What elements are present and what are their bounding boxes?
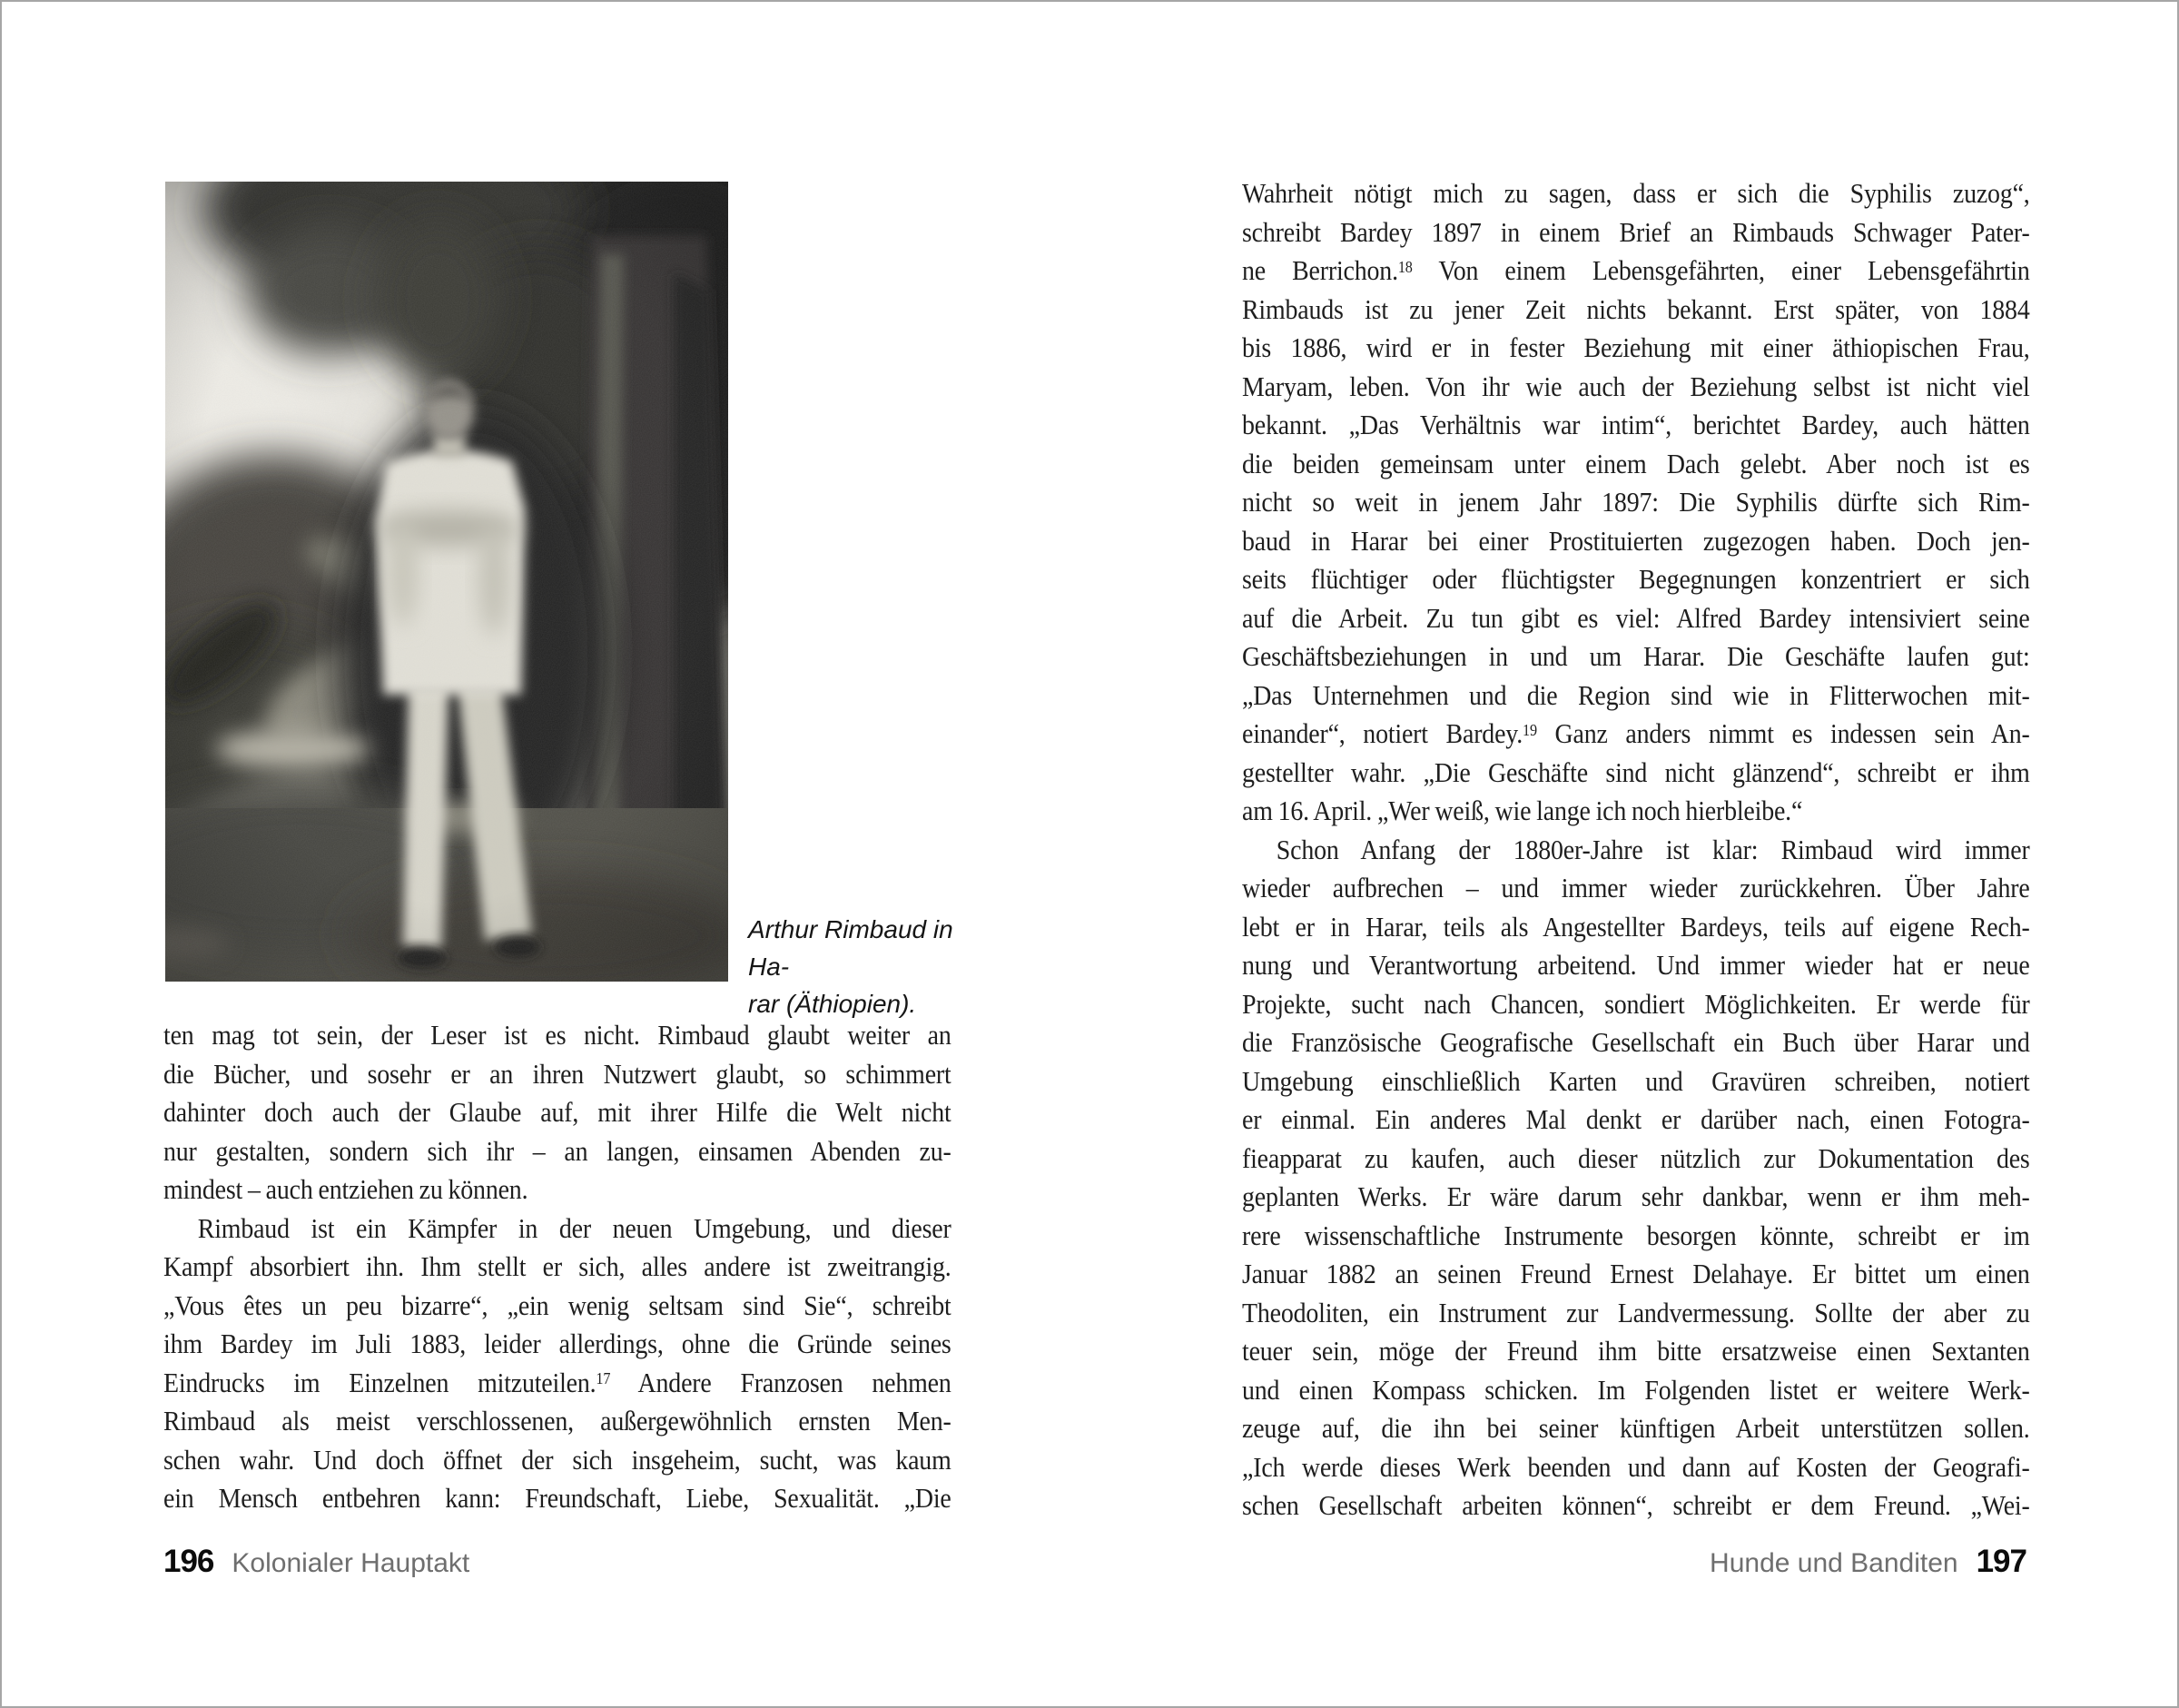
footer-left-page xyxy=(163,1544,469,1580)
body-text-left-page xyxy=(163,1016,951,1518)
text-line: und einen Kompass schicken. Im Folgenden listet er weitere Werk- xyxy=(1242,1373,2030,1406)
text-line: Schon Anfang der 1880er-Jahre ist klar: Rimbaud wird immer xyxy=(1276,833,2030,865)
text-line: „Ich werde dieses Werk beenden und dann auf Kosten der Geografi- xyxy=(1242,1450,2030,1483)
text-line: nung und Verantwortung arbeitend. Und immer wieder hat er neue xyxy=(1242,949,2030,981)
text-line: „Vous êtes un peu bizarre“, „ein wenig seltsam sind Sie“, schreibt xyxy=(163,1288,951,1321)
text-line: Rimbaud ist ein Kämpfer in der neuen Umgebung, und dieser xyxy=(197,1211,951,1244)
text-line: geplanten Werks. Er wäre darum sehr dankbar, wenn er ihm meh- xyxy=(1242,1180,2030,1212)
photo-caption-line: Arthur Rimbaud in Ha- xyxy=(748,915,953,981)
text-line: nur gestalten, sondern sich ihr – an langen, einsamen Abenden zu- xyxy=(163,1134,951,1167)
text-line: nicht so weit in jenem Jahr 1897: Die Syphilis dürfte sich Rim- xyxy=(1242,486,2030,518)
text-line: Januar 1882 an seinen Freund Ernest Delahaye. Er bittet um einen xyxy=(1242,1258,2030,1289)
text-line: die Französische Geografische Gesellschaft ein Buch über Harar und xyxy=(1242,1026,2030,1058)
photo-illustration xyxy=(165,182,728,982)
text-line: Rimbaud als meist verschlossenen, außergewöhnlich ernsten Men- xyxy=(163,1405,951,1436)
text-line: Theodoliten, ein Instrument zur Landvermessung. Sollte der aber zu xyxy=(1242,1296,2030,1328)
text-line: Maryam, leben. Von ihr wie auch der Beziehung selbst ist nicht viel xyxy=(1242,370,2030,402)
text-line: wieder aufbrechen – und immer wieder zurückkehren. Über Jahre xyxy=(1242,872,2030,903)
text-line: mindest – auch entziehen zu können. xyxy=(163,1173,528,1205)
text-line: teuer sein, möge der Freund ihm bitte ersatzweise einen Sextanten xyxy=(1242,1335,2030,1367)
running-head-left: Kolonialer Hauptakt xyxy=(232,1548,470,1578)
text-line: am 16. April. „Wer weiß, wie lange ich noch hierbleibe.“ xyxy=(1242,795,1803,826)
photo-arthur-rimbaud xyxy=(165,182,728,982)
text-line: dahinter doch auch der Glaube auf, mit ihrer Hilfe die Welt nicht xyxy=(163,1096,951,1128)
text-line: bis 1886, wird er in fester Beziehung mit einer äthiopischen Frau, xyxy=(1242,331,2030,363)
text-line: Umgebung einschließlich Karten und Gravüren schreiben, notiert xyxy=(1242,1064,2030,1097)
text-line: ten mag tot sein, der Leser ist es nicht. Rimbaud glaubt weiter an xyxy=(163,1019,951,1051)
text-line: zeuge auf, die ihn bei seiner künftigen Arbeit unterstützen sollen. xyxy=(1242,1412,2030,1444)
running-head-right: Hunde und Banditen xyxy=(1710,1548,1958,1578)
page-number-right: 197 xyxy=(1976,1544,2026,1579)
text-line: fieapparat zu kaufen, auch dieser nützlich zur Dokumentation des xyxy=(1242,1141,2030,1174)
text-line: die Bücher, und sosehr er an ihren Nutzwert glaubt, so schimmert xyxy=(163,1057,951,1090)
text-line: schreibt Bardey 1897 in einem Brief an Rimbauds Schwager Pater- xyxy=(1242,215,2030,248)
text-line: ihm Bardey im Juli 1883, leider allerdings, ohne die Gründe seines xyxy=(163,1328,951,1359)
text-line: einander“, notiert Bardey.$^{19}$ Ganz anders nimmt es indessen sein An- xyxy=(1242,717,2030,749)
text-line: ne Berrichon.$^{18}$ Von einem Lebensgefährten, einer Lebensgefährtin xyxy=(1242,254,2030,286)
text-line: Geschäftsbeziehungen in und um Harar. Die Geschäfte laufen gut: xyxy=(1242,640,2030,672)
text-line: ein Mensch entbehren kann: Freundschaft, Liebe, Sexualität. „Die xyxy=(163,1482,951,1514)
text-line: rere wissenschaftliche Instrumente besorgen könnte, schreibt er im xyxy=(1242,1219,2030,1251)
text-line: schen wahr. Und doch öffnet der sich insgeheim, sucht, was kaum xyxy=(163,1443,951,1476)
text-line: „Das Unternehmen und die Region sind wie in Flitterwochen mit- xyxy=(1242,678,2030,711)
text-line: Wahrheit nötigt mich zu sagen, dass er sich die Syphilis zuzog“, xyxy=(1242,177,2030,209)
text-line: die beiden gemeinsam unter einem Dach gelebt. Aber noch ist es xyxy=(1242,447,2030,479)
text-line: seits flüchtiger oder flüchtigster Begegnungen konzentriert er sich xyxy=(1242,563,2030,595)
text-line: Kampf absorbiert ihn. Ihm stellt er sich, alles andere ist zweitrangig. xyxy=(163,1250,951,1282)
text-line: Projekte, sucht nach Chancen, sondiert Möglichkeiten. Er werde für xyxy=(1242,987,2030,1020)
text-line: gestellter wahr. „Die Geschäfte sind nicht glänzend“, schreibt er ihm xyxy=(1242,755,2030,788)
photo-caption xyxy=(748,911,993,1022)
text-line: Eindrucks im Einzelnen mitzuteilen.$^{17}$ Andere Franzosen nehmen xyxy=(163,1366,951,1398)
text-line: Rimbauds ist zu jener Zeit nichts bekannt. Erst später, von 1884 xyxy=(1242,292,2030,325)
footer-right-page xyxy=(1710,1544,2026,1580)
page-number-left: 196 xyxy=(163,1544,214,1579)
text-line: schen Gesellschaft arbeiten können“, schreibt er dem Freund. „Wei- xyxy=(1242,1489,2030,1521)
text-line: bekannt. „Das Verhältnis war intim“, berichtet Bardey, auch hätten xyxy=(1242,409,2030,440)
text-line: baud in Harar bei einer Prostituierten zugezogen haben. Doch jen- xyxy=(1242,524,2030,557)
photo-caption-line: rar (Äthiopien). xyxy=(748,990,917,1018)
text-line: er einmal. Ein anderes Mal denkt er darüber nach, einen Fotogra- xyxy=(1242,1103,2030,1135)
text-line: auf die Arbeit. Zu tun gibt es viel: Alfred Bardey intensiviert seine xyxy=(1242,601,2030,634)
text-line: lebt er in Harar, teils als Angestellter Bardeys, teils auf eigene Rech- xyxy=(1242,910,2030,943)
body-text-right-page xyxy=(1242,174,2030,1525)
